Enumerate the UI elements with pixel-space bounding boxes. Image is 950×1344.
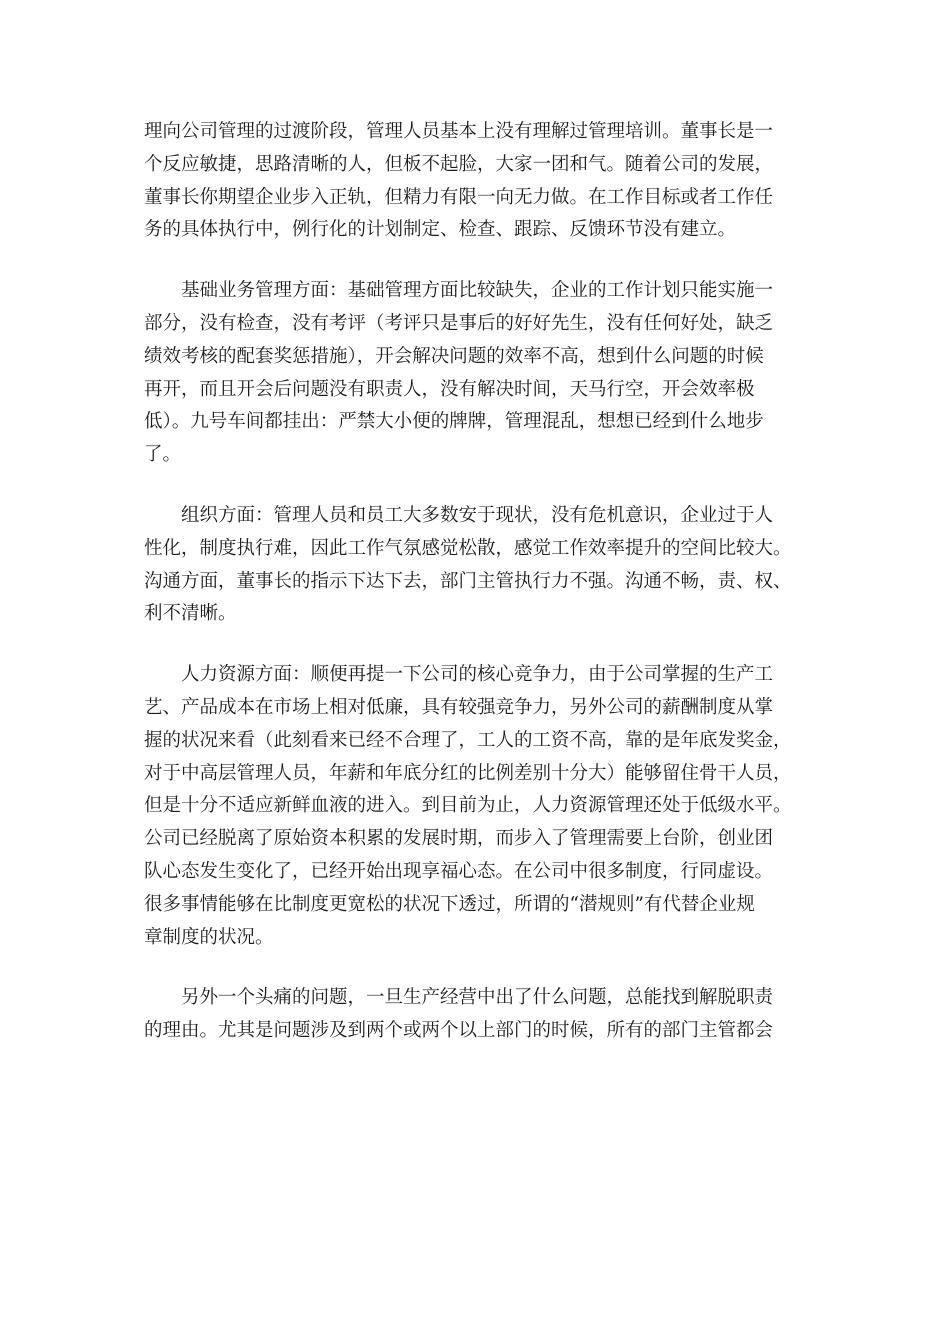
- text-line: 另外一个头痛的问题，一旦生产经营中出了什么问题，总能找到解脱职责: [181, 987, 774, 1009]
- text-line: 理向公司管理的过渡阶段，管理人员基本上没有理解过管理培训。董事长是一: [144, 121, 774, 142]
- paragraph-accountability: [144, 982, 806, 1048]
- text-line: 对于中高层管理人员，年薪和年底分红的比例差别十分大）能够留住骨干人员，: [144, 762, 792, 784]
- text-line: 再开，而且开会后问题没有职责人，没有解决时间，天马行空，开会效率极: [144, 378, 755, 400]
- text-line: 人力资源方面：顺便再提一下公司的核心竞争力，由于公司掌握的生产工: [181, 664, 774, 686]
- text-line: 公司已经脱离了原始资本积累的发展时期，而步入了管理需要上台阶，创业团: [144, 828, 774, 850]
- paragraph-organization: [144, 500, 806, 631]
- text-line: 性化，制度执行难，因此工作气氛感觉松散，感觉工作效率提升的空间比较大。: [144, 537, 792, 559]
- text-line: 艺、产品成本在市场上相对低廉，具有较强竞争力，另外公司的薪酬制度从掌: [144, 696, 774, 718]
- text-line: 的理由。尤其是问题涉及到两个或两个以上部门的时候，所有的部门主管都会: [144, 1020, 774, 1042]
- paragraph-human-resources: [144, 659, 806, 954]
- text-line: 握的状况来看（此刻看来已经不合理了，工人的工资不高，靠的是年底发奖金，: [144, 729, 792, 751]
- text-line: 了。: [144, 444, 182, 466]
- text-line: 董事长你期望企业步入正轨，但精力有限一向无力做。在工作目标或者工作任: [144, 186, 774, 208]
- text-line: 利不清晰。: [144, 603, 237, 625]
- text-line: 个反应敏捷，思路清晰的人，但板不起脸，大家一团和气。随着公司的发展，: [144, 153, 774, 175]
- document-body: [144, 116, 806, 1076]
- text-line: 沟通方面，董事长的指示下达下去，部门主管执行力不强。沟通不畅，责、权、: [144, 570, 792, 592]
- paragraph-management-transition: [144, 116, 806, 247]
- text-line: 务的具体执行中，例行化的计划制定、检查、跟踪、反馈环节没有建立。: [144, 219, 737, 241]
- text-line: 组织方面：管理人员和员工大多数安于现状，没有危机意识，企业过于人: [181, 504, 774, 526]
- text-line: 队心态发生变化了，已经开始出现享福心态。在公司中很多制度，行同虚设。: [144, 860, 774, 882]
- text-line: 但是十分不适应新鲜血液的进入。到目前为止，人力资源管理还处于低级水平。: [144, 795, 792, 817]
- text-line: 低）。九号车间都挂出：严禁大小便的牌牌，管理混乱，想想已经到什么地步: [144, 411, 764, 433]
- text-line: 很多事情能够在比制度更宽松的状况下透过，所谓的“潜规则”有代替企业规: [144, 893, 755, 915]
- text-line: 部分，没有检查，没有考评（考评只是事后的好好先生，没有任何好处，缺乏: [144, 312, 774, 334]
- paragraph-basic-business-management: [144, 275, 806, 472]
- text-line: 绩效考核的配套奖惩措施），开会解决问题的效率不高，想到什么问题的时候: [144, 345, 764, 367]
- text-line: 章制度的状况。: [144, 926, 274, 948]
- text-line: 基础业务管理方面：基础管理方面比较缺失，企业的工作计划只能实施一: [181, 280, 774, 302]
